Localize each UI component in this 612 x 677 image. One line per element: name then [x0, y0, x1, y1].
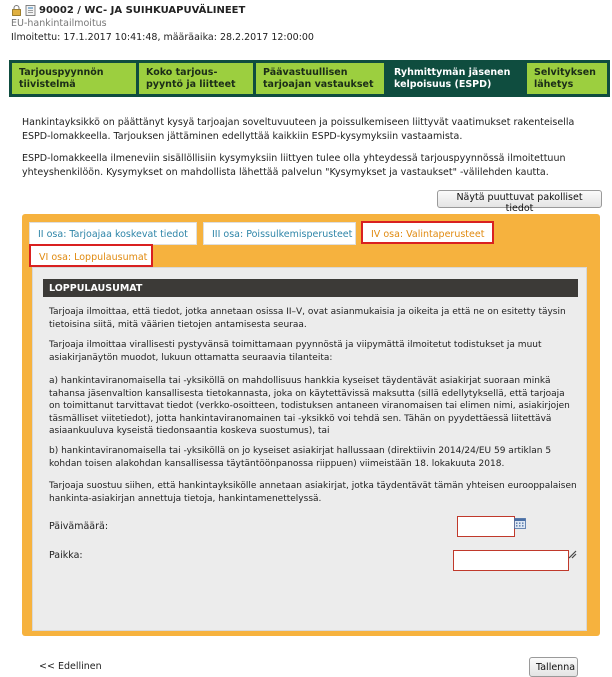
intro-paragraph-2: ESPD-lomakkeella ilmeneviin sisällöllisiin kysymyksiin liittyen tulee olla yhteydessä tarjouspyynnössä ilmoitettuun yhteyshenkilöön. Kysymykset on mahdollista lähettää palvelun "Kysymykset ja vastaukset" -välilehden kautta.	[22, 153, 566, 178]
tab-label-line2: kelpoisuus (ESPD)	[394, 79, 492, 90]
tab-label-line1: Koko tarjous-	[146, 67, 218, 78]
tab-label-line1: Tarjouspyynnön	[19, 67, 104, 78]
tab-label-line2: pyyntö ja liitteet	[146, 79, 236, 90]
tab-label-line2: tarjoajan vastaukset	[263, 79, 374, 90]
notice-title-row	[11, 5, 314, 16]
place-label: Paikka:	[49, 550, 83, 561]
document-icon	[25, 5, 36, 16]
tab-label-line2: lähetys	[534, 79, 574, 90]
notice-header	[11, 5, 314, 43]
previous-link[interactable]: << Edellinen	[39, 661, 102, 672]
subtab-loppulausumat[interactable]: VI osa: Loppulausumat	[29, 244, 153, 267]
declaration-paragraph-2: Tarjoaja ilmoittaa virallisesti pystyvänsä toimittamaan pyynnöstä ja viipymättä ilmoitetut todistukset ja muut asiakirjanäytön muodot, lukuun ottamatta seuraavia tilanteita:	[49, 340, 542, 363]
tab-tarjouspyynnon-tiivistelma[interactable]	[12, 63, 136, 94]
show-missing-required-button[interactable]: Näytä puuttuvat pakolliset tiedot	[437, 190, 602, 208]
declaration-paragraph-3: a) hankintaviranomaisella tai -yksiköllä on mahdollisuus hankkia kyseiset täydentävät asiakirjat suoraan minkä tahansa jäsenvaltion kansallisesta tietokannasta, joka on käytettävissä maksutta (sillä edellytyksellä, että tarjoaja on toimittanut tarvittavat tiedot (verkko-osoitteen, todistuksen antaneen viranomaisen tai elimen nimi, asiakirjojen täsmälliset viitetiedot), jotta hankintaviranomainen tai -yksikkö voi tehdä sen. Tähän on pyydettäessä liitettävä asiaankuuluva kyseistä tiedonsaantia koskeva suostumus), tai	[49, 376, 570, 436]
section-heading: LOPPULAUSUMAT	[43, 279, 578, 297]
tab-koko-tarjouspyynto[interactable]	[139, 63, 253, 94]
date-label: Päivämäärä:	[49, 521, 109, 532]
espd-panel	[22, 214, 600, 673]
tab-label-line1: Ryhmittymän jäsenen	[394, 67, 511, 78]
subtab-tarjoajaa-koskevat[interactable]: II osa: Tarjoajaa koskevat tiedot	[29, 222, 197, 245]
notice-type: EU-hankintailmoitus	[11, 18, 107, 29]
declaration-paragraph-4: b) hankintaviranomaisella tai -yksiköllä on jo kyseiset asiakirjat hallussaan (direktiivin 2014/24/EU 59 artiklan 5 kohdan toisen alakohdan kansallisessa täytäntöönpanossa riippuen) viimeistään 18. lokakuuta 2018.	[49, 446, 552, 469]
place-input[interactable]	[453, 550, 569, 571]
tab-label-line2: tiivistelmä	[19, 79, 76, 90]
calendar-icon[interactable]	[514, 518, 526, 529]
lock-icon	[11, 5, 22, 16]
tab-paavastuullisen-vastaukset[interactable]	[256, 63, 384, 94]
tab-ryhmittyman-kelpoisuus[interactable]	[387, 63, 524, 94]
notice-dates: Ilmoitettu: 17.1.2017 10:41:48, määräaika: 28.2.2017 12:00:00	[11, 32, 314, 43]
declaration-paragraph-5: Tarjoaja suostuu siihen, että hankintayksikölle annetaan asiakirjat, jotka täydentävät tämän yhteisen eurooppalaisen hankinta-asiakirjan annettuja tietoja, hankintamenettelyssä.	[49, 481, 577, 504]
save-button[interactable]: Tallenna	[529, 657, 578, 677]
declaration-paragraph-1: Tarjoaja ilmoittaa, että tiedot, jotka annetaan osissa II–V, ovat asianmukaisia ja oikeita ja että ne on esitetty täysin tietoisina siitä, mitä väärien tietojen antamisesta seuraa.	[49, 307, 566, 330]
tab-label-line1: Päävastuullisen	[263, 67, 348, 78]
subtab-valintaperusteet[interactable]: IV osa: Valintaperusteet	[361, 221, 494, 244]
intro-paragraph-1: Hankintayksikkö on päättänyt kysyä tarjoajan soveltuvuuteen ja poissulkemiseen liittyvät vaatimukset rakenteisella ESPD-lomakkeella. Tarjouksen jättäminen edellyttää kaikkiin ESPD-kysymyksiin vastaamista.	[22, 117, 575, 142]
main-tab-bar	[9, 60, 610, 97]
tab-selvityksen-lahetys[interactable]	[527, 63, 607, 94]
tab-label-line1: Selvityksen	[534, 67, 596, 78]
resize-handle-icon[interactable]	[568, 550, 577, 559]
date-input[interactable]	[457, 516, 515, 537]
subtab-poissulkemisperusteet[interactable]: III osa: Poissulkemisperusteet	[203, 222, 356, 245]
loppulausumat-content	[32, 267, 587, 673]
notice-title: 90002 / WC- JA SUIHKUAPUVÄLINEET	[39, 5, 246, 16]
